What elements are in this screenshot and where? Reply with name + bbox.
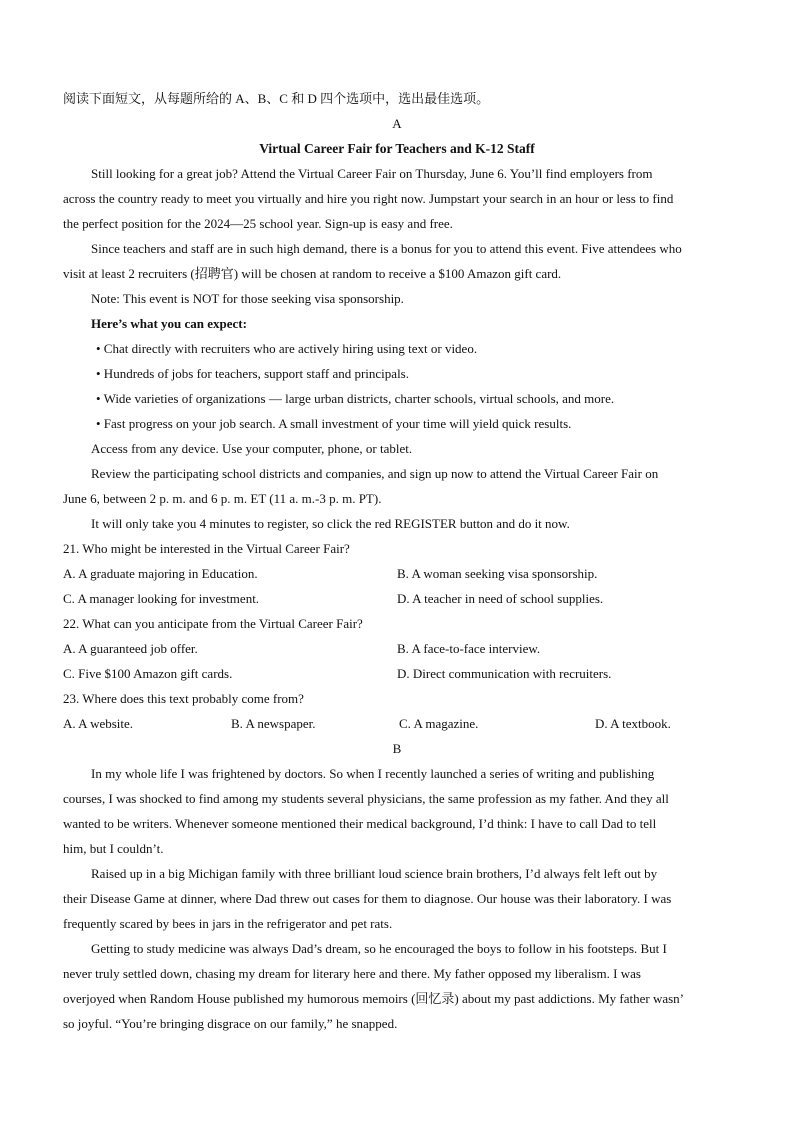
question-options-row xyxy=(63,711,731,736)
option-d: D. A teacher in need of school supplies. xyxy=(397,591,604,606)
paragraph-line: so joyful. “You’re bringing disgrace on our family,” he snapped. xyxy=(63,1016,398,1031)
passage-b-letter: B xyxy=(392,741,402,756)
paragraph-line: never truly settled down, chasing my dream for literary here and there. My father opposed my liberalism. I was xyxy=(63,966,641,981)
note: Note: This event is NOT for those seeking visa sponsorship. xyxy=(91,291,404,306)
paragraph-line: Raised up in a big Michigan family with three brilliant loud science brain brothers, I’d always felt left out by xyxy=(91,866,658,881)
bullet-item: • Chat directly with recruiters who are actively hiring using text or video. xyxy=(96,341,478,356)
option-a: A. A website. xyxy=(63,716,134,731)
instruction: 阅读下面短文，从每题所给的 A、B、C 和 D 四个选项中，选出最佳选项。 xyxy=(63,91,490,106)
paragraph-line: across the country ready to meet you virtually and hire you right now. Jumpstart your search in an hour or less to find xyxy=(63,191,674,206)
question-stem: 23. Where does this text probably come from? xyxy=(63,691,304,706)
register-line: It will only take you 4 minutes to register, so click the red REGISTER button and do it now. xyxy=(91,516,570,531)
option-a: A. A guaranteed job offer. xyxy=(63,641,198,656)
paragraph-line: wanted to be writers. Whenever someone mentioned their medical background, I’d think: I have to call Dad to tell xyxy=(63,816,657,831)
paragraph-line: their Disease Game at dinner, where Dad threw out cases for them to diagnose. Our house was their laboratory. I was xyxy=(63,891,672,906)
option-b: B. A newspaper. xyxy=(231,716,316,731)
paragraph-line: overjoyed when Random House published my humorous memoirs (回忆录) about my past addictions. My father wasn’ xyxy=(63,991,685,1006)
question-stem: 21. Who might be interested in the Virtual Career Fair? xyxy=(63,541,350,556)
bullet-item: • Wide varieties of organizations — large urban districts, charter schools, virtual schools, and more. xyxy=(96,391,615,406)
option-a: A. A graduate majoring in Education. xyxy=(63,566,258,581)
paragraph-line: the perfect position for the 2024—25 school year. Sign-up is easy and free. xyxy=(63,216,453,231)
question-options-row xyxy=(63,661,731,686)
bullet-item: • Fast progress on your job search. A small investment of your time will yield quick results. xyxy=(96,416,572,431)
option-c: C. A magazine. xyxy=(399,716,479,731)
bullet-item: • Hundreds of jobs for teachers, support staff and principals. xyxy=(96,366,409,381)
option-b: B. A woman seeking visa sponsorship. xyxy=(397,566,598,581)
option-b: B. A face-to-face interview. xyxy=(397,641,541,656)
question-options-row xyxy=(63,636,731,661)
option-c: C. Five $100 Amazon gift cards. xyxy=(63,666,233,681)
question-options-row xyxy=(63,586,731,611)
option-d: D. Direct communication with recruiters. xyxy=(397,666,612,681)
exam-page xyxy=(63,86,731,1036)
question-stem: 22. What can you anticipate from the Virtual Career Fair? xyxy=(63,616,363,631)
paragraph-line: him, but I couldn’t. xyxy=(63,841,164,856)
paragraph-line: June 6, between 2 p. m. and 6 p. m. ET (11 a. m.-3 p. m. PT). xyxy=(63,491,382,506)
paragraph-line: courses, I was shocked to find among my students several physicians, the same profession as my father. And they all xyxy=(63,791,669,806)
option-d: D. A textbook. xyxy=(595,716,671,731)
paragraph-line: In my whole life I was frightened by doctors. So when I recently launched a series of writing and publishing xyxy=(91,766,655,781)
paragraph-line: visit at least 2 recruiters (招聘官) will be chosen at random to receive a $100 Amazon gift card. xyxy=(63,266,562,281)
passage-a-title: Virtual Career Fair for Teachers and K-12 Staff xyxy=(259,141,535,156)
access-line: Access from any device. Use your computer, phone, or tablet. xyxy=(91,441,413,456)
paragraph-line: Review the participating school districts and companies, and sign up now to attend the Virtual Career Fair on xyxy=(91,466,659,481)
option-c: C. A manager looking for investment. xyxy=(63,591,260,606)
paragraph-line: frequently scared by bees in jars in the refrigerator and pet rats. xyxy=(63,916,393,931)
expect-heading: Here’s what you can expect: xyxy=(91,316,247,331)
passage-a-letter: A xyxy=(392,116,402,131)
paragraph-line: Getting to study medicine was always Dad’s dream, so he encouraged the boys to follow in his footsteps. But I xyxy=(91,941,667,956)
question-options-row xyxy=(63,561,731,586)
paragraph-line: Since teachers and staff are in such high demand, there is a bonus for you to attend this event. Five attendees who xyxy=(91,241,682,256)
paragraph-line: Still looking for a great job? Attend the Virtual Career Fair on Thursday, June 6. You’ll find employers from xyxy=(91,166,653,181)
